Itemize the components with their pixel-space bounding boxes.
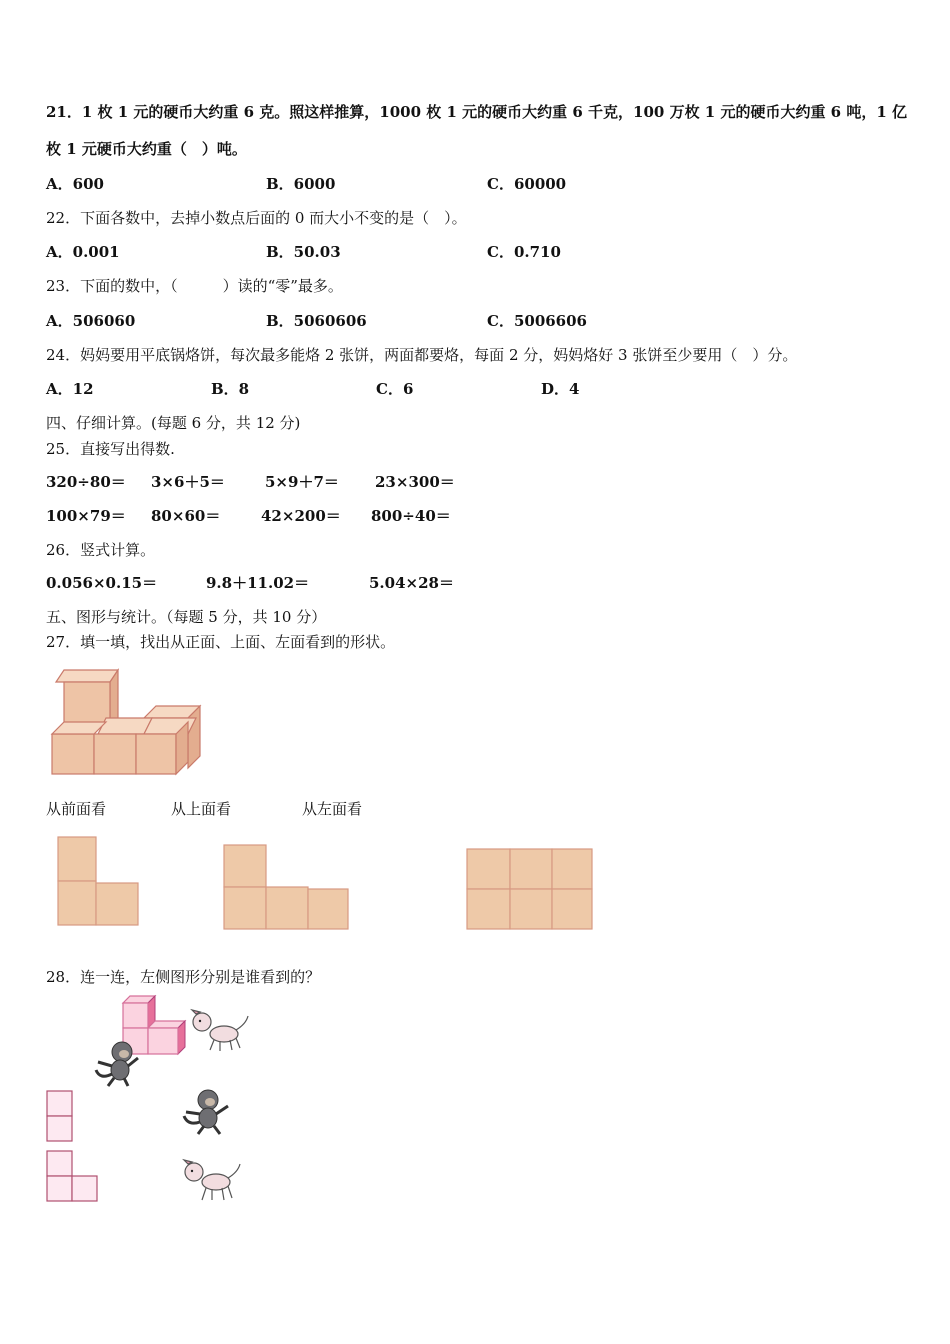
q24-text: 24．妈妈要用平底锅烙饼，每次最多能烙 2 张饼，两面都要烙，每面 2 分，妈妈烙好 3 张饼至少要用（ ）分。 bbox=[46, 346, 798, 364]
q24-option-b[interactable]: B．8 bbox=[211, 380, 250, 398]
q25-item: 80×60＝ bbox=[151, 507, 221, 525]
q22-text: 22．下面各数中，去掉小数点后面的 0 而大小不变的是（ ）。 bbox=[46, 209, 467, 227]
q21-line1: 21．1 枚 1 元的硬币大约重 6 克。照这样推算，1000 枚 1 元的硬币大约重 6 千克，100 万枚 1 元的硬币大约重 6 吨，1 亿 bbox=[46, 103, 907, 121]
q25-item: 320÷80＝ bbox=[46, 473, 126, 491]
view-label-front: 从前面看 bbox=[46, 800, 107, 818]
view-label-top: 从上面看 bbox=[171, 800, 232, 818]
top-view-shape bbox=[223, 844, 353, 934]
q23-option-c[interactable]: C．5006606 bbox=[487, 312, 587, 330]
shape-l bbox=[46, 1150, 102, 1206]
front-view-shape bbox=[56, 836, 146, 931]
q23-option-b[interactable]: B．5060606 bbox=[266, 312, 367, 330]
q25-item: 23×300＝ bbox=[375, 473, 455, 491]
q21-option-a[interactable]: A．600 bbox=[46, 175, 104, 193]
section-5-heading: 五、图形与统计。（每题 5 分，共 10 分） bbox=[46, 608, 327, 626]
q21-option-c[interactable]: C．60000 bbox=[487, 175, 567, 193]
q21-line2: 枚 1 元硬币大约重（ ）吨。 bbox=[46, 140, 247, 158]
left-view-shape bbox=[466, 848, 596, 933]
q25-item: 100×79＝ bbox=[46, 507, 126, 525]
q22-option-b[interactable]: B．50.03 bbox=[266, 243, 341, 261]
q28-text: 28．连一连，左侧图形分别是谁看到的？ bbox=[46, 968, 321, 986]
cube-stack-figure bbox=[48, 664, 208, 779]
q25-item: 3×6＋5＝ bbox=[151, 473, 225, 491]
q25-item: 5×9＋7＝ bbox=[265, 473, 339, 491]
shape-two-stacked bbox=[46, 1090, 76, 1144]
dog-icon bbox=[182, 1158, 244, 1204]
q25-item: 42×200＝ bbox=[261, 507, 341, 525]
q22-option-c[interactable]: C．0.710 bbox=[487, 243, 561, 261]
section-4-heading: 四、仔细计算。(每题 6 分，共 12 分) bbox=[46, 414, 301, 432]
q22-option-a[interactable]: A．0.001 bbox=[46, 243, 120, 261]
monkey-icon bbox=[92, 1040, 142, 1088]
q23-option-a[interactable]: A．506060 bbox=[46, 312, 136, 330]
q25-item: 800÷40＝ bbox=[371, 507, 451, 525]
q25-text: 25．直接写出得数. bbox=[46, 440, 175, 458]
q21-option-b[interactable]: B．6000 bbox=[266, 175, 336, 193]
view-label-left: 从左面看 bbox=[302, 800, 363, 818]
q23-text: 23．下面的数中，（ ）读的“零”最多。 bbox=[46, 277, 343, 295]
q24-option-c[interactable]: C．6 bbox=[376, 380, 414, 398]
q26-item: 5.04×28＝ bbox=[369, 574, 454, 592]
q26-item: 0.056×0.15＝ bbox=[46, 574, 158, 592]
monkey-icon bbox=[182, 1088, 232, 1136]
q26-text: 26．竖式计算。 bbox=[46, 541, 156, 559]
q26-item: 9.8＋11.02＝ bbox=[206, 574, 310, 592]
dog-icon bbox=[188, 1008, 250, 1054]
q24-option-a[interactable]: A．12 bbox=[46, 380, 94, 398]
q27-text: 27．填一填，找出从正面、上面、左面看到的形状。 bbox=[46, 633, 396, 651]
q24-option-d[interactable]: D．4 bbox=[541, 380, 580, 398]
